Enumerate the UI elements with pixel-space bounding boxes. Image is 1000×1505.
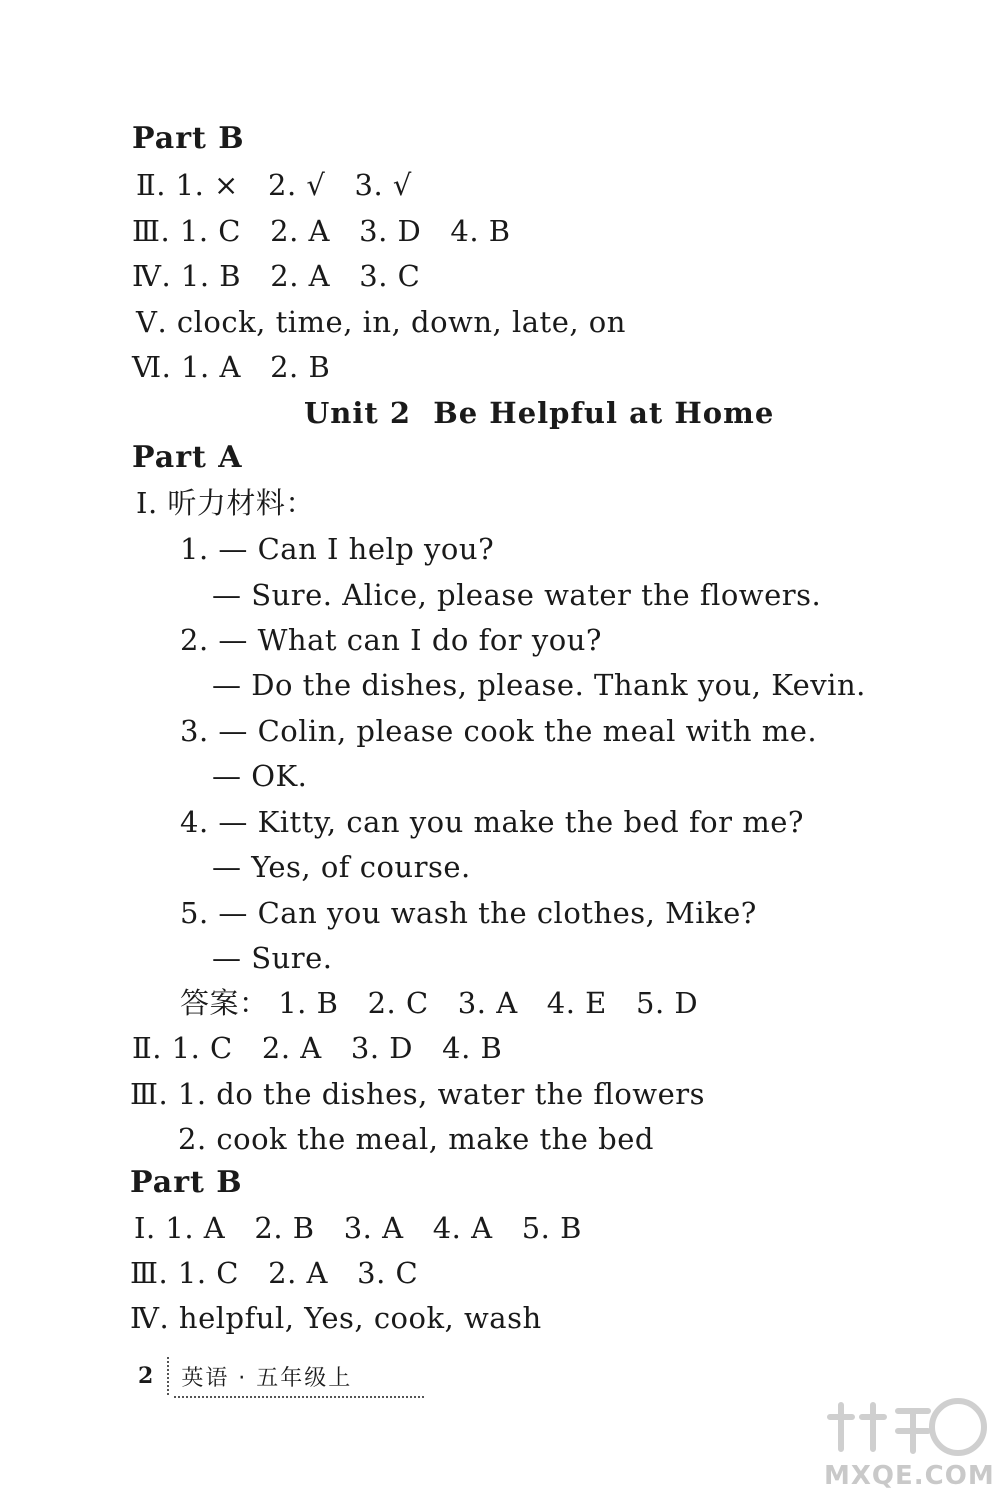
answer-line: Ⅳ. helpful, Yes, cook, wash — [130, 1301, 542, 1335]
book-label: 英语 · 五年级上 — [181, 1365, 353, 1391]
listening-material-label: Ⅰ. 听力材料： — [136, 486, 315, 520]
dialogue-line: 5. — Can you wash the clothes, Mike? — [180, 896, 757, 930]
answer-line: Ⅲ. 1. C 2. A 3. C — [130, 1256, 419, 1290]
answer-line: Ⅴ. clock, time, in, down, late, on — [136, 305, 626, 339]
unit-title: Unit 2 Be Helpful at Home — [304, 396, 775, 430]
dialogue-line: 3. — Colin, please cook the meal with me. — [180, 714, 818, 748]
answer-line: Ⅵ. 1. A 2. B — [132, 350, 331, 384]
watermark-url: MXQE.COM — [824, 1461, 995, 1491]
watermark — [818, 1397, 995, 1497]
footer-rule — [174, 1396, 424, 1398]
answer-line: Ⅱ. 1. C 2. A 3. D 4. B — [132, 1031, 503, 1065]
part-b-heading-2: Part B — [130, 1165, 243, 1200]
dialogue-line: 4. — Kitty, can you make the bed for me? — [180, 805, 804, 839]
part-b-heading-1: Part B — [132, 121, 245, 156]
page-number: 2 — [138, 1363, 154, 1389]
answer-line: Ⅰ. 1. A 2. B 3. A 4. A 5. B — [134, 1211, 582, 1245]
dialogue-line: — Do the dishes, please. Thank you, Kevin. — [212, 668, 866, 702]
part-a-heading: Part A — [132, 440, 243, 475]
answer-line: Ⅲ. 1. do the dishes, water the flowers — [130, 1077, 706, 1111]
watermark-logo-icon — [818, 1397, 988, 1459]
footer-divider — [167, 1357, 169, 1395]
dialogue-line: — OK. — [212, 759, 308, 793]
answer-line: 2. cook the meal, make the bed — [178, 1122, 654, 1156]
answer-line: Ⅳ. 1. B 2. A 3. C — [132, 259, 421, 293]
page-footer — [138, 1358, 352, 1394]
answer-line: Ⅱ. 1. × 2. √ 3. √ — [136, 168, 412, 202]
answer-line: Ⅲ. 1. C 2. A 3. D 4. B — [132, 214, 511, 248]
dialogue-line: — Sure. Alice, please water the flowers. — [212, 578, 822, 612]
dialogue-line: 2. — What can I do for you? — [180, 623, 602, 657]
answers-line: 答案： 1. B 2. C 3. A 4. E 5. D — [180, 986, 699, 1020]
dialogue-line: — Sure. — [212, 941, 333, 975]
dialogue-line: 1. — Can I help you? — [180, 532, 495, 566]
dialogue-line: — Yes, of course. — [212, 850, 471, 884]
